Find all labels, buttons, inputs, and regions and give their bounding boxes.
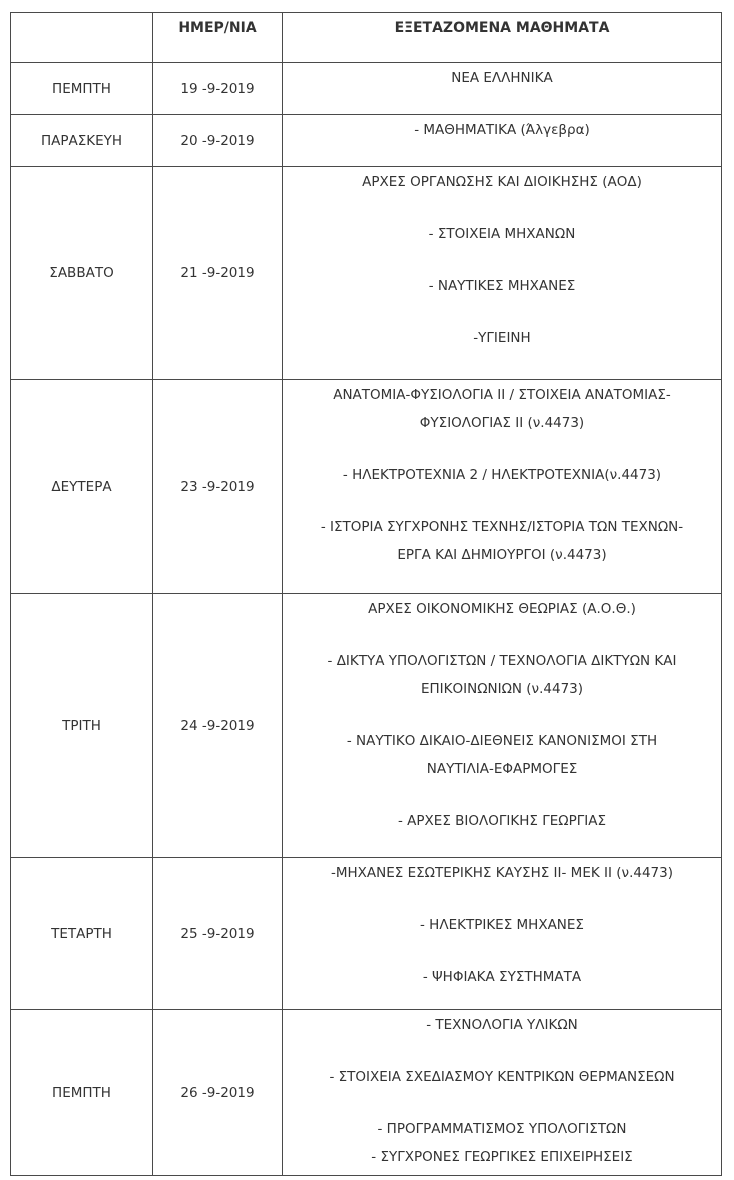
day-cell: ΤΕΤΑΡΤΗ bbox=[11, 858, 153, 1010]
date-cell: 24 -9-2019 bbox=[153, 594, 283, 858]
header-date: ΗΜΕΡ/ΝΙΑ bbox=[153, 13, 283, 63]
subject-line: - ΑΡΧΕΣ ΒΙΟΛΟΓΙΚΗΣ ΓΕΩΡΓΙΑΣ bbox=[398, 813, 606, 829]
day-cell: ΣΑΒΒΑΤΟ bbox=[11, 167, 153, 380]
subject-line: - ΝΑΥΤΙΚΕΣ ΜΗΧΑΝΕΣ bbox=[428, 278, 576, 294]
exam-schedule-table bbox=[10, 12, 722, 1176]
subject-line: -ΥΓΙΕΙΝΗ bbox=[473, 330, 531, 346]
subjects-cell bbox=[283, 380, 722, 594]
table-row bbox=[11, 63, 722, 115]
subject-line: - ΜΑΘΗΜΑΤΙΚΑ (Άλγεβρα) bbox=[414, 122, 590, 138]
subject-line: - ΗΛΕΚΤΡΙΚΕΣ ΜΗΧΑΝΕΣ bbox=[420, 917, 584, 933]
subject-line: - ΝΑΥΤΙΚΟ ΔΙΚΑΙΟ-ΔΙΕΘΝΕΙΣ ΚΑΝΟΝΙΣΜΟΙ ΣΤΗ bbox=[346, 733, 658, 749]
date-cell: 26 -9-2019 bbox=[153, 1010, 283, 1176]
table-row bbox=[11, 1010, 722, 1176]
table-row bbox=[11, 380, 722, 594]
day-cell: ΠΕΜΠΤΗ bbox=[11, 1010, 153, 1176]
subject-line: - ΠΡΟΓΡΑΜΜΑΤΙΣΜΟΣ ΥΠΟΛΟΓΙΣΤΩΝ bbox=[377, 1121, 627, 1137]
date-cell: 21 -9-2019 bbox=[153, 167, 283, 380]
table-row bbox=[11, 858, 722, 1010]
date-cell: 25 -9-2019 bbox=[153, 858, 283, 1010]
subject-line: - ΣΤΟΙΧΕΙΑ ΣΧΕΔΙΑΣΜΟΥ ΚΕΝΤΡΙΚΩΝ ΘΕΡΜΑΝΣΕΩΝ bbox=[329, 1069, 675, 1085]
day-cell: ΠΑΡΑΣΚΕΥΗ bbox=[11, 115, 153, 167]
table-row bbox=[11, 167, 722, 380]
day-cell: ΔΕΥΤΕΡΑ bbox=[11, 380, 153, 594]
header-day bbox=[11, 13, 153, 63]
subject-line: ΕΠΙΚΟΙΝΩΝΙΩΝ (ν.4473) bbox=[420, 681, 584, 697]
subject-line: - ΣΤΟΙΧΕΙΑ ΜΗΧΑΝΩΝ bbox=[428, 226, 576, 242]
subject-line: ΑΡΧΕΣ ΟΡΓΑΝΩΣΗΣ ΚΑΙ ΔΙΟΙΚΗΣΗΣ (ΑΟΔ) bbox=[362, 174, 642, 190]
header-subjects: ΕΞΕΤΑΖΟΜΕΝΑ ΜΑΘΗΜΑΤΑ bbox=[283, 13, 722, 63]
subject-line: ΕΡΓΑ ΚΑΙ ΔΗΜΙΟΥΡΓΟΙ (ν.4473) bbox=[397, 547, 607, 563]
subjects-cell bbox=[283, 63, 722, 115]
subjects-cell bbox=[283, 115, 722, 167]
subject-line: -ΜΗΧΑΝΕΣ ΕΣΩΤΕΡΙΚΗΣ ΚΑΥΣΗΣ ΙΙ- ΜΕΚ ΙΙ (ν.4473) bbox=[331, 865, 673, 881]
table-header-row bbox=[11, 13, 722, 63]
subjects-cell bbox=[283, 594, 722, 858]
subject-line: - ΨΗΦΙΑΚΑ ΣΥΣΤΗΜΑΤΑ bbox=[422, 969, 582, 985]
date-cell: 19 -9-2019 bbox=[153, 63, 283, 115]
subject-line: - ΔΙΚΤΥΑ ΥΠΟΛΟΓΙΣΤΩΝ / ΤΕΧΝΟΛΟΓΙΑ ΔΙΚΤΥΩΝ ΚΑΙ bbox=[327, 653, 677, 669]
day-cell: ΤΡΙΤΗ bbox=[11, 594, 153, 858]
subject-line: ΑΡΧΕΣ ΟΙΚΟΝΟΜΙΚΗΣ ΘΕΩΡΙΑΣ (Α.Ο.Θ.) bbox=[368, 601, 636, 617]
table-row bbox=[11, 594, 722, 858]
subject-line: - ΗΛΕΚΤΡΟΤΕΧΝΙΑ 2 / ΗΛΕΚΤΡΟΤΕΧΝΙΑ(ν.4473) bbox=[342, 467, 662, 483]
date-cell: 20 -9-2019 bbox=[153, 115, 283, 167]
subject-line: ΝΑΥΤΙΛΙΑ-ΕΦΑΡΜΟΓΕΣ bbox=[426, 761, 578, 777]
subject-line: - ΙΣΤΟΡΙΑ ΣΥΓΧΡΟΝΗΣ ΤΕΧΝΗΣ/ΙΣΤΟΡΙΑ ΤΩΝ ΤΕΧΝΩΝ- bbox=[320, 519, 684, 535]
date-cell: 23 -9-2019 bbox=[153, 380, 283, 594]
subject-line: ΦΥΣΙΟΛΟΓΙΑΣ ΙΙ (ν.4473) bbox=[419, 415, 585, 431]
day-cell: ΠΕΜΠΤΗ bbox=[11, 63, 153, 115]
subject-line: ΑΝΑΤΟΜΙΑ-ΦΥΣΙΟΛΟΓΙΑ ΙΙ / ΣΤΟΙΧΕΙΑ ΑΝΑΤΟΜΙΑΣ- bbox=[333, 387, 671, 403]
subjects-cell bbox=[283, 167, 722, 380]
subject-line: ΝΕΑ ΕΛΛΗΝΙΚΑ bbox=[451, 70, 553, 86]
subjects-cell bbox=[283, 858, 722, 1010]
table-row bbox=[11, 115, 722, 167]
subject-line: - ΣΥΓΧΡΟΝΕΣ ΓΕΩΡΓΙΚΕΣ ΕΠΙΧΕΙΡΗΣΕΙΣ bbox=[371, 1149, 633, 1165]
subjects-cell bbox=[283, 1010, 722, 1176]
subject-line: - ΤΕΧΝΟΛΟΓΙΑ ΥΛΙΚΩΝ bbox=[426, 1017, 578, 1033]
